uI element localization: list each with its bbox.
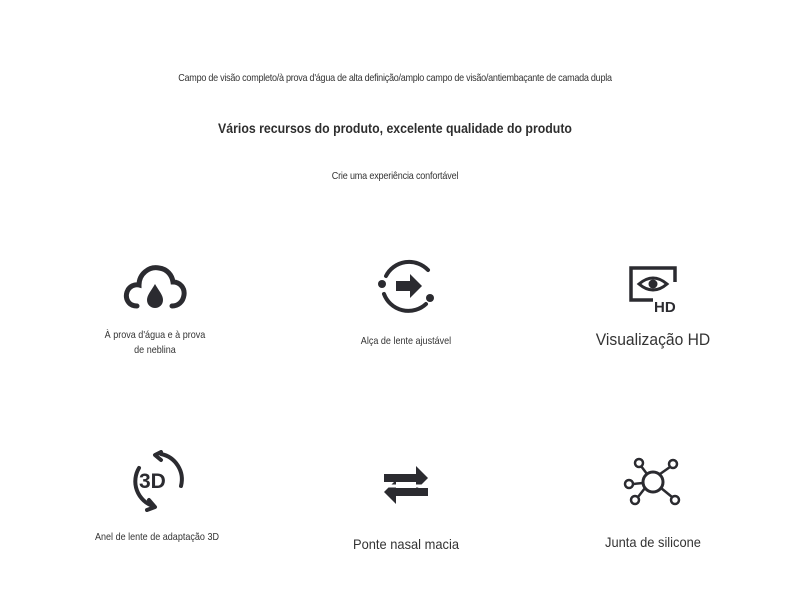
feature-hd-view — [573, 264, 733, 350]
3d-rotate-icon — [125, 450, 189, 512]
feature-waterproof — [85, 262, 225, 358]
eye-hd-icon — [627, 264, 679, 314]
feature-nose-bridge — [331, 466, 481, 552]
feature-label-line2: de neblina — [134, 344, 176, 356]
adjust-arrows-icon — [374, 256, 438, 318]
feature-silicone-joint — [578, 456, 728, 550]
feature-label: Junta de silicone — [605, 534, 701, 550]
feature-label: Visualização HD — [595, 330, 711, 349]
cloud-drop-icon — [123, 262, 187, 310]
feature-label: Ponte nasal macia — [353, 536, 459, 552]
feature-3d-ring — [80, 450, 234, 545]
subline: Crie uma experiência confortável — [331, 170, 459, 182]
molecule-icon — [623, 456, 683, 508]
features-line: Campo de visão completo/à prova d'água de alta definição/amplo campo de visão/antiembaçante de camada dupla — [178, 72, 612, 84]
headline: Vários recursos do produto, excelente qualidade do produto — [218, 120, 572, 136]
feature-label: À prova d'água e à prova — [104, 329, 206, 341]
swap-arrows-icon — [382, 466, 430, 506]
feature-label: Anel de lente de adaptação 3D — [94, 531, 220, 543]
feature-adjustable-strap — [331, 256, 481, 349]
svg-text:3D: 3D — [139, 470, 166, 493]
svg-text:HD: HD — [654, 299, 676, 314]
feature-label: Alça de lente ajustável — [360, 335, 452, 347]
